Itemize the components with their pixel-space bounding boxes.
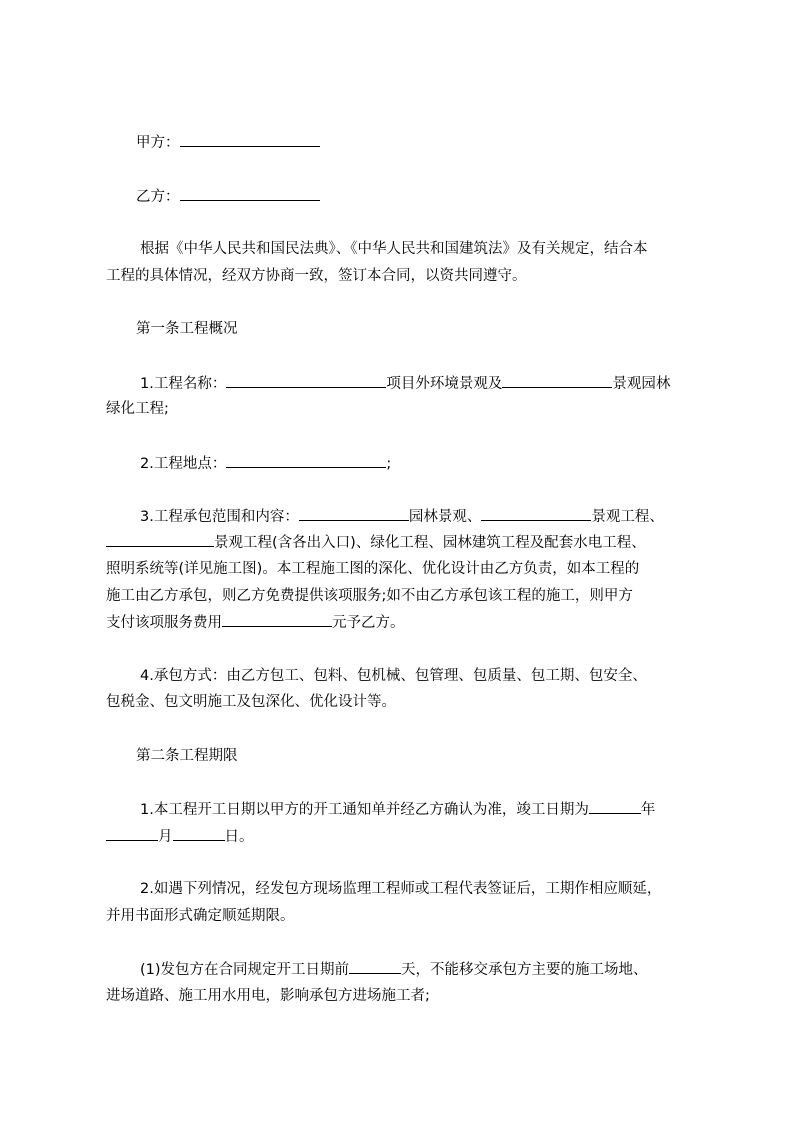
month-label: 月 — [158, 829, 173, 845]
intro-line-1: 根据《中华人民共和国民法典》、《中华人民共和国建筑法》及有关规定，结合本 — [140, 241, 648, 257]
item3-mid2: 景观工程、 — [591, 509, 664, 525]
item1-middle: 项目外环境景观及 — [386, 376, 503, 392]
article1-heading: 第一条工程概况 — [136, 321, 238, 337]
item1-suffix: 景观园林 — [612, 376, 671, 392]
article1-item2 — [140, 453, 740, 474]
days-before-blank[interactable] — [349, 959, 401, 974]
party-b-line — [136, 186, 736, 207]
scope-blank-1[interactable] — [299, 506, 409, 521]
party-a-line — [136, 132, 736, 153]
item3-line2-text: 景观工程(含各出入口)、绿化工程、园林建筑工程及配套水电工程、 — [214, 535, 646, 551]
party-a-label: 甲方： — [136, 135, 180, 151]
article1-item3-line3: 照明系统等(详见施工图)。本工程施工图的深化、优化设计由乙方负责，如本工程的 — [106, 561, 640, 577]
item2-prefix: 2.工程地点： — [140, 456, 227, 472]
article2-item1-line1 — [140, 799, 740, 820]
article1-item4-line2: 包税金、包文明施工及包深化、优化设计等。 — [106, 694, 396, 710]
project-name-blank[interactable] — [226, 373, 386, 388]
year-label: 年 — [640, 802, 656, 818]
party-b-blank[interactable] — [180, 186, 320, 201]
item3-line5-suffix: 元予乙方。 — [332, 615, 405, 631]
item3-line5-prefix: 支付该项服务费用 — [106, 615, 222, 631]
article1-item1-line2: 绿化工程; — [106, 401, 169, 417]
completion-day-blank[interactable] — [173, 826, 225, 841]
completion-year-blank[interactable] — [589, 799, 641, 814]
article1-item3-line5 — [106, 612, 706, 633]
article2-item2-line1: 2.如遇下列情况，经发包方现场监理工程师或工程代表签证后，工期作相应顺延， — [140, 881, 662, 897]
party-b-label: 乙方： — [136, 189, 180, 205]
project-location-blank[interactable] — [226, 453, 386, 468]
landscape-name-blank[interactable] — [502, 373, 612, 388]
article1-item3-line1 — [140, 506, 740, 527]
article1-item3-line2 — [106, 532, 706, 553]
article2-item2-line2: 并用书面形式确定顺延期限。 — [106, 908, 295, 924]
article2-item1-prefix: 1.本工程开工日期以甲方的开工通知单并经乙方确认为准，竣工日期为 — [140, 802, 589, 818]
item2-suffix: ; — [386, 456, 392, 472]
article2-heading: 第二条工程期限 — [136, 748, 238, 764]
item3-mid1: 园林景观、 — [408, 509, 482, 525]
item1-prefix: 1.工程名称： — [140, 376, 227, 392]
article1-item1-line1 — [140, 373, 740, 394]
sub1-prefix: (1)发包方在合同规定开工日期前 — [140, 962, 350, 978]
sub1-suffix: 天，不能移交承包方主要的施工场地、 — [401, 962, 648, 978]
service-fee-blank[interactable] — [222, 612, 332, 627]
article1-item3-line4: 施工由乙方承包，则乙方免费提供该项服务;如不由乙方承包该工程的施工，则甲方 — [106, 588, 633, 604]
party-a-blank[interactable] — [180, 132, 320, 147]
item3-prefix: 3.工程承包范围和内容： — [140, 509, 299, 525]
article2-sub1-line2: 进场道路、施工用水用电，影响承包方进场施工者; — [106, 988, 430, 1004]
article1-item4-line1: 4.承包方式：由乙方包工、包料、包机械、包管理、包质量、包工期、包安全、 — [140, 668, 647, 684]
completion-month-blank[interactable] — [106, 826, 158, 841]
intro-line-2: 工程的具体情况，经双方协商一致，签订本合同，以资共同遵守。 — [106, 268, 527, 284]
day-label: 日。 — [224, 829, 254, 845]
article2-item1-line2 — [106, 826, 706, 847]
scope-blank-3[interactable] — [106, 532, 214, 547]
article2-sub1-line1 — [140, 959, 740, 980]
scope-blank-2[interactable] — [481, 506, 591, 521]
